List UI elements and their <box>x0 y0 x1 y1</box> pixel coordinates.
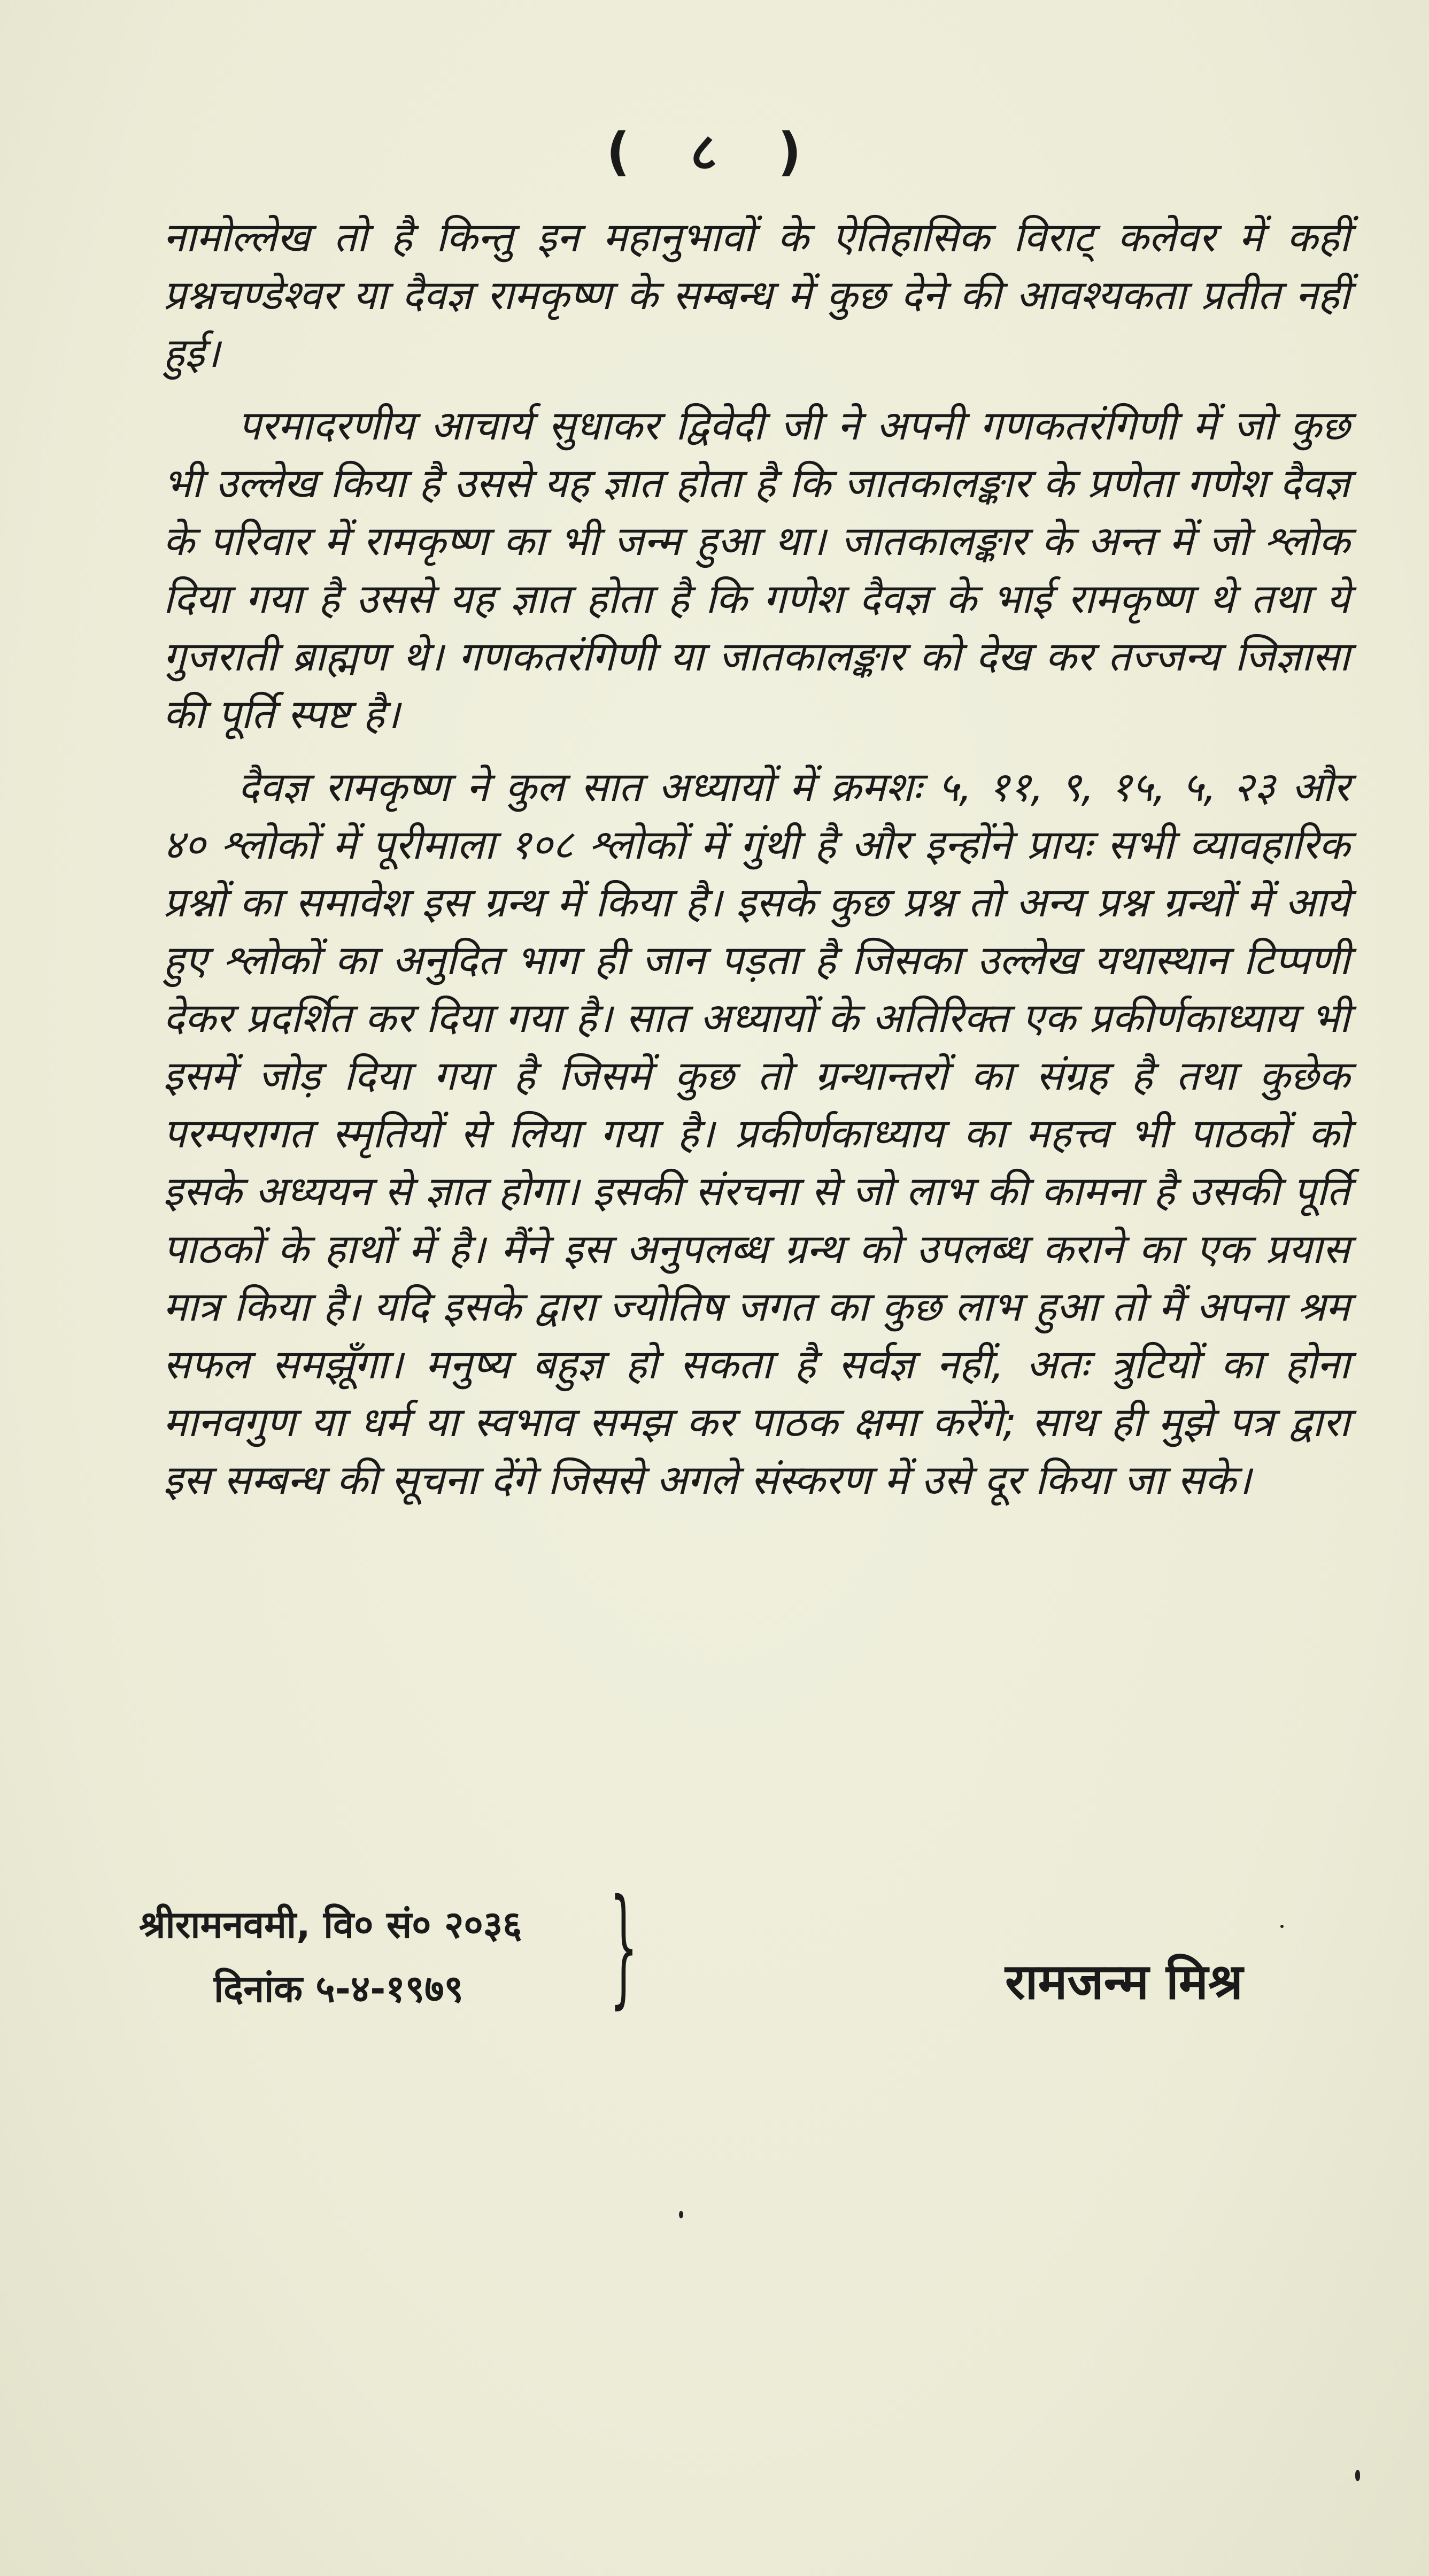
page-number: ( ८ ) <box>606 122 823 182</box>
paragraph-3: दैवज्ञ रामकृष्ण ने कुल सात अध्यायों में क्रमशः ५, ११, ९, १५, ५, २३ और ४० श्लोकों में पूरीमाला १०८ श्लोकों में गुंथी है और इन्होंने प्रायः सभी व्यावहारिक प्रश्नों का समावेश इस ग्रन्थ में किया है। इसके कुछ प्रश्न तो अन्य प्रश्न ग्रन्थों में आये हुए श्लोकों का अनुदित भाग ही जान पड़ता है जिसका उल्लेख यथास्थान टिप्पणी देकर प्रदर्शित कर दिया गया है। सात अध्यायों के अतिरिक्त एक प्रकीर्णकाध्याय भी इसमें जोड़ दिया गया है जिसमें कुछ तो ग्रन्थान्तरों का संग्रह है तथा कुछेक परम्परागत स्मृतियों से लिया गया है। प्रकीर्णकाध्याय का महत्त्व भी पाठकों को इसके अध्ययन से ज्ञात होगा। इसकी संरचना से जो लाभ की कामना है उसकी पूर्ति पाठकों के हाथों में है। मैंने इस अनुपलब्ध ग्रन्थ को उपलब्ध कराने का एक प्रयास मात्र किया है। यदि इसके द्वारा ज्योतिष जगत का कुछ लाभ हुआ तो मैं अपना श्रम सफल समझूँगा। मनुष्य बहुज्ञ हो सकता है सर्वज्ञ नहीं, अतः त्रुटियों का होना मानवगुण या धर्म या स्वभाव समझ कर पाठक क्षमा करेंगे; साथ ही मुझे पत्र द्वारा इस सम्बन्ध की सूचना देंगे जिससे अगले संस्करण में उसे दूर किया जा सके। <box>163 763 1350 1503</box>
signature-occasion: श्रीरामनवमी, वि० सं० २०३६ <box>139 1903 522 1947</box>
print-speck <box>1355 2470 1360 2481</box>
print-speck <box>679 2211 683 2218</box>
signature-dateline <box>139 1893 522 2021</box>
signature-date: दिनांक ५-४-१९७९ <box>214 1967 464 2011</box>
preface-body <box>163 209 1350 1524</box>
author-name: रामजन्म मिश्र <box>1005 1953 1243 2010</box>
paragraph-1: नामोल्लेख तो है किन्तु इन महानुभावों के ऐतिहासिक विराट् कलेवर में कहीं प्रश्नचण्डेश्वर या दैवज्ञ रामकृष्ण के सम्बन्ध में कुछ देने की आवश्यकता प्रतीत नहीं हुई। <box>163 213 1350 376</box>
print-speck <box>1280 1925 1284 1928</box>
paragraph-2: परमादरणीय आचार्य सुधाकर द्विवेदी जी ने अपनी गणकतरंगिणी में जो कुछ भी उल्लेख किया है उससे यह ज्ञात होता है कि जातकालङ्कार के प्रणेता गणेश दैवज्ञ के परिवार में रामकृष्ण का भी जन्म हुआ था। जातकालङ्कार के अन्त में जो श्लोक दिया गया है उससे यह ज्ञात होता है कि गणेश दैवज्ञ के भाई रामकृष्ण थे तथा ये गुजराती ब्राह्मण थे। गणकतरंगिणी या जातकालङ्कार को देख कर तज्जन्य जिज्ञासा की पूर्ति स्पष्ट है। <box>163 402 1350 738</box>
signature-block <box>139 1871 1369 2032</box>
closing-brace: } <box>609 1871 638 2021</box>
